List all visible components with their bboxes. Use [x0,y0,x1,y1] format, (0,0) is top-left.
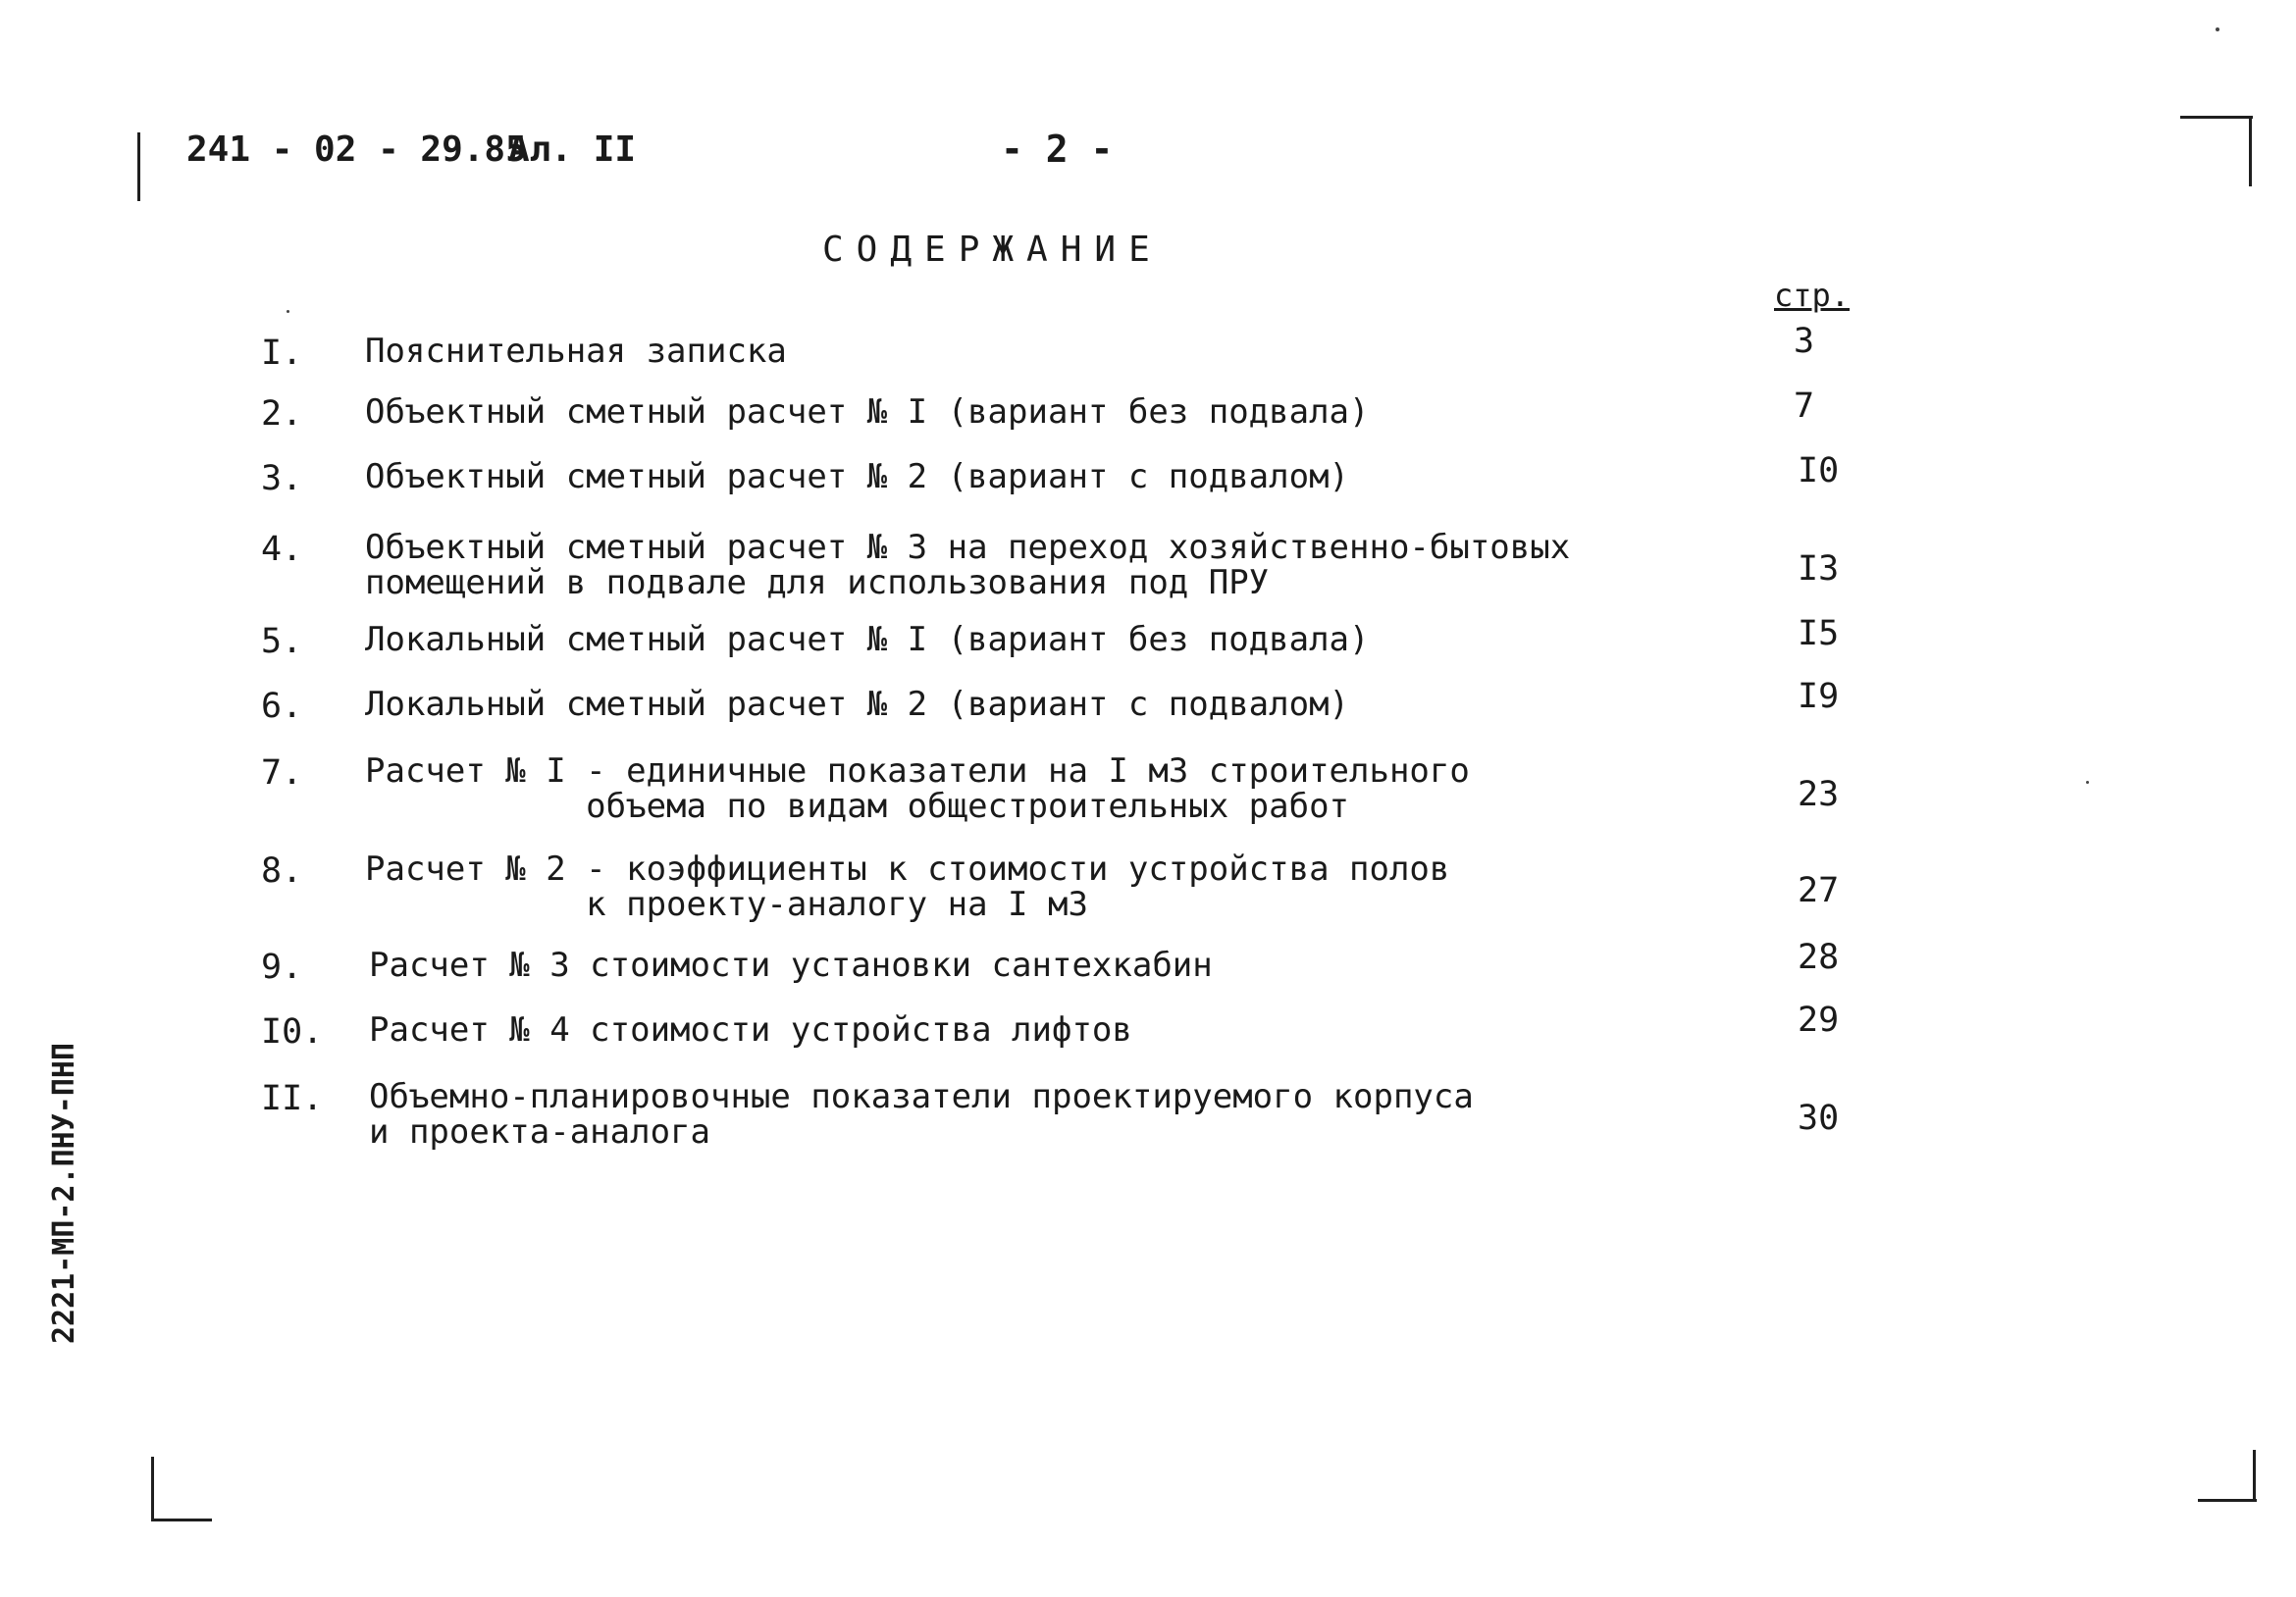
toc-entry-page: I0 [1798,451,1840,490]
toc-entry-page: I9 [1798,677,1840,716]
toc-entry-title-line: помещений в подвале для использования под ПРУ [365,563,1270,602]
toc-entry-number: 6. [261,687,303,726]
toc-entry-title-line: Расчет № I - единичные показатели на I м3 строительного [365,751,1470,791]
toc-entry-title [365,687,1349,722]
toc-entry-page: I3 [1798,549,1840,589]
toc-entry-title [365,622,1370,657]
corner-mark-top-right [2180,116,2253,119]
toc-entry-title-line: Локальный сметный расчет № 2 (вариант с подвалом) [365,685,1350,724]
toc-entry-page: 23 [1798,775,1840,814]
toc-entry-title-line: Объектный сметный расчет № 2 (вариант с подвалом) [365,457,1350,496]
toc-entry-title-line: к проекту-аналогу на I м3 [365,885,1088,924]
page-number: - 2 - [1001,128,1114,171]
toc-entry-page: 3 [1794,322,1815,361]
toc-entry-title [365,394,1370,430]
toc-entry-title [365,851,1449,922]
toc-entry-page: 27 [1798,871,1840,910]
toc-entry-title [369,948,1213,983]
toc-entry-number: 4. [261,530,303,569]
toc-entry-title-line: Расчет № 4 стоимости устройства лифтов [369,1010,1132,1050]
document-code: 241 - 02 - 29.85 [186,129,527,170]
toc-entry-page: 30 [1798,1099,1840,1138]
toc-entry-number: 9. [261,948,303,987]
page-column-header: стр. [1774,277,1851,314]
scan-speck [2216,27,2219,31]
toc-entry-title [369,1079,1474,1150]
corner-mark-top-right-vertical [2249,116,2252,186]
toc-entry-number: I0. [261,1012,324,1052]
corner-mark-bottom-right [2198,1499,2257,1502]
toc-entry-number: 2. [261,394,303,434]
toc-entry-title-line: Объектный сметный расчет № 3 на переход хозяйственно-бытовых [365,528,1571,567]
toc-entry-number: 7. [261,753,303,793]
toc-entry-title-line: Пояснительная записка [365,332,787,371]
toc-entry-page: 29 [1798,1001,1840,1040]
toc-entry-number: 8. [261,851,303,891]
document-title: СОДЕРЖАНИЕ [822,230,1163,270]
corner-mark-bottom-right-vertical [2253,1450,2256,1501]
scan-speck [2086,781,2089,784]
toc-entry-page: 28 [1798,938,1840,977]
toc-entry-title-line: Объектный сметный расчет № I (вариант без подвала) [365,392,1370,432]
toc-entry-number: II. [261,1079,324,1118]
toc-entry-title [365,530,1570,600]
toc-entry-title-line: и проекта-аналога [369,1112,710,1152]
toc-entry-page: 7 [1794,386,1815,426]
toc-entry-title [365,753,1470,824]
toc-entry-title-line: объема по видам общестроительных работ [365,787,1350,826]
toc-entry-title-line: Расчет № 3 стоимости установки сантехкабин [369,946,1213,985]
toc-entry-title [369,1012,1132,1048]
side-stamp: 2221-МП-2.ПНУ-ПНП [47,1042,81,1344]
toc-entry-title-line: Локальный сметный расчет № I (вариант без подвала) [365,620,1370,659]
corner-mark-bottom-left [151,1457,154,1521]
border-mark-left [137,132,140,201]
scan-speck [287,310,289,313]
toc-entry-title [365,459,1349,494]
toc-entry-number: 5. [261,622,303,661]
toc-entry-number: I. [261,334,303,373]
toc-entry-title-line: Объемно-планировочные показатели проектируемого корпуса [369,1077,1474,1116]
toc-entry-title [365,334,787,369]
toc-entry-title-line: Расчет № 2 - коэффициенты к стоимости устройства полов [365,850,1450,889]
toc-entry-number: 3. [261,459,303,498]
toc-entry-page: I5 [1798,614,1840,653]
sheet-label: Ал. II [508,129,637,170]
corner-mark-bottom-left-horizontal [151,1519,212,1521]
